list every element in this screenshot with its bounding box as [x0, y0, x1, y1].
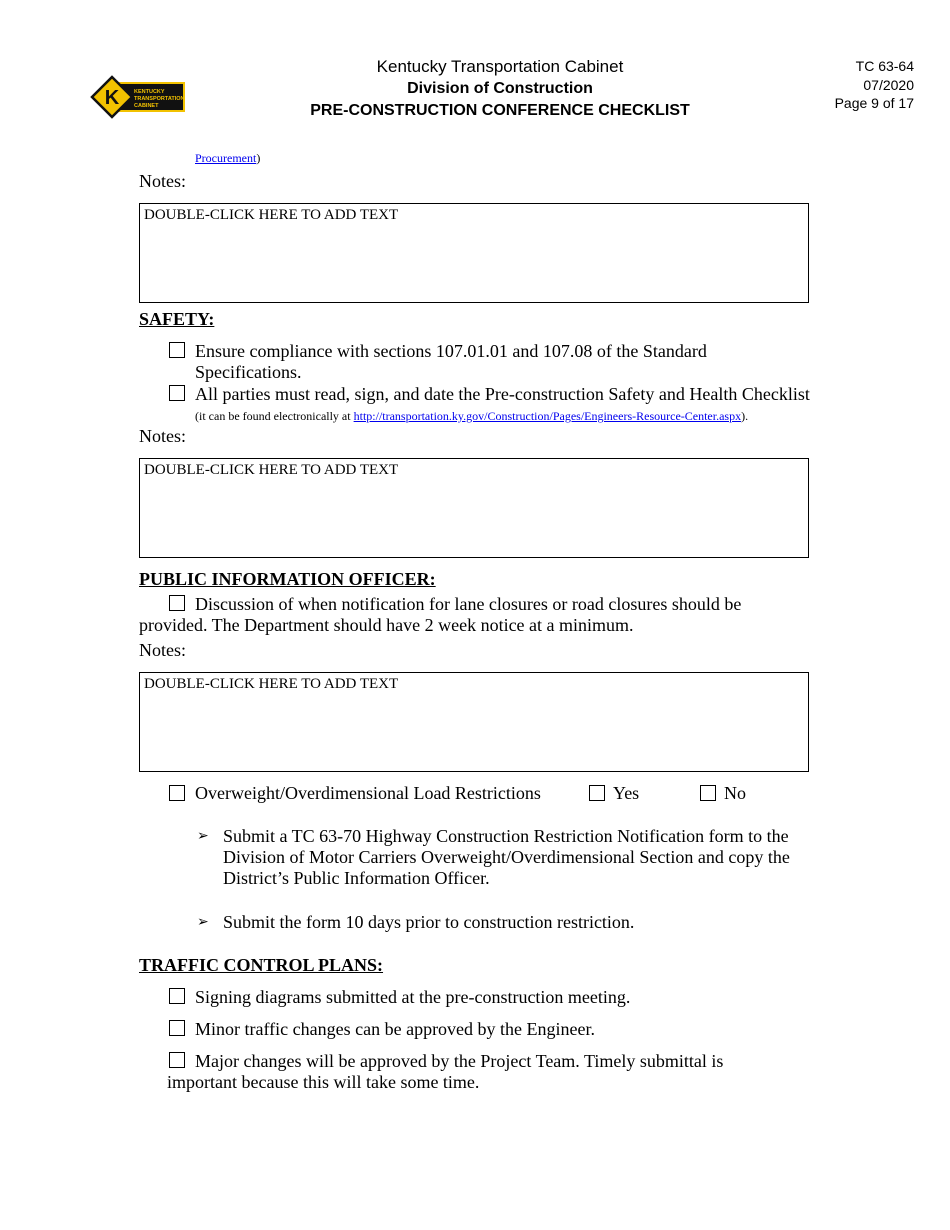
- logo-letter: K: [104, 87, 120, 109]
- tcp-checkbox-2[interactable]: [169, 1020, 185, 1036]
- pio-heading: PUBLIC INFORMATION OFFICER:: [139, 569, 436, 589]
- overweight-no-checkbox[interactable]: [700, 785, 716, 801]
- overweight-bullet-1-line2: Division of Motor Carriers Overweight/Overdimensional Section and copy the: [223, 847, 790, 867]
- pio-checkbox[interactable]: [169, 595, 185, 611]
- carryover-suffix: ): [256, 151, 261, 165]
- overweight-no-label: No: [724, 783, 746, 803]
- page-number: Page 9 of 17: [834, 95, 914, 111]
- header-org: Kentucky Transportation Cabinet: [376, 57, 624, 76]
- overweight-bullet-2: Submit the form 10 days prior to construction restriction.: [223, 912, 635, 932]
- notes-box-1[interactable]: DOUBLE-CLICK HERE TO ADD TEXT: [139, 203, 809, 303]
- safety-item-2-sub: [195, 409, 748, 424]
- form-date: 07/2020: [863, 77, 914, 93]
- tcp-checkbox-1[interactable]: [169, 988, 185, 1004]
- overweight-yes-checkbox[interactable]: [589, 785, 605, 801]
- overweight-label: Overweight/Overdimensional Load Restrictions: [195, 783, 541, 803]
- arrow-bullet-icon: ➢: [197, 914, 209, 930]
- ktc-logo: [90, 75, 186, 121]
- logo-text-1: KENTUCKY: [134, 89, 165, 95]
- tcp-item-3-line1: Major changes will be approved by the Project Team. Timely submittal is: [195, 1051, 724, 1071]
- safety-sub-suffix: ).: [741, 409, 749, 423]
- logo-text-3: CABINET: [134, 103, 159, 109]
- overweight-bullet-1-line3: District’s Public Information Officer.: [223, 868, 490, 888]
- header-division: Division of Construction: [407, 80, 593, 97]
- safety-checkbox-2[interactable]: [169, 385, 185, 401]
- procurement-link[interactable]: Procurement: [195, 151, 257, 165]
- overweight-checkbox[interactable]: [169, 785, 185, 801]
- arrow-bullet-icon: ➢: [197, 828, 209, 844]
- safety-sub-prefix: (it can be found electronically at: [195, 409, 354, 423]
- tcp-checkbox-3[interactable]: [169, 1052, 185, 1068]
- safety-checkbox-1[interactable]: [169, 342, 185, 358]
- safety-item-2: All parties must read, sign, and date the Pre-construction Safety and Health Checklist: [195, 384, 810, 404]
- tcp-heading: TRAFFIC CONTROL PLANS:: [139, 955, 384, 975]
- notes-box-3[interactable]: DOUBLE-CLICK HERE TO ADD TEXT: [139, 672, 809, 772]
- notes-label-3: Notes:: [139, 640, 186, 660]
- pio-item-line1: Discussion of when notification for lane closures or road closures should be: [195, 594, 742, 614]
- tcp-item-2: Minor traffic changes can be approved by the Engineer.: [195, 1019, 596, 1039]
- engineers-resource-center-link[interactable]: http://transportation.ky.gov/Construction/Pages/Engineers-Resource-Center.aspx: [353, 409, 742, 423]
- carryover-line: [195, 151, 260, 166]
- overweight-bullet-1-line1: Submit a TC 63-70 Highway Construction Restriction Notification form to the: [223, 826, 789, 846]
- pio-item-line2: provided. The Department should have 2 week notice at a minimum.: [139, 615, 634, 635]
- form-number: TC 63-64: [855, 58, 914, 74]
- tcp-item-3-line2: important because this will take some time.: [167, 1072, 480, 1092]
- header-doc-title: PRE-CONSTRUCTION CONFERENCE CHECKLIST: [310, 102, 690, 119]
- logo-text-2: TRANSPORTATION: [134, 96, 185, 102]
- notes-box-2[interactable]: DOUBLE-CLICK HERE TO ADD TEXT: [139, 458, 809, 558]
- overweight-yes-label: Yes: [613, 783, 640, 803]
- safety-item-1-line2: Specifications.: [195, 362, 302, 382]
- safety-heading: SAFETY:: [139, 309, 215, 329]
- safety-item-1-line1: Ensure compliance with sections 107.01.01 and 107.08 of the Standard: [195, 341, 707, 361]
- notes-label-2: Notes:: [139, 426, 186, 446]
- notes-label-1: Notes:: [139, 171, 186, 191]
- tcp-item-1: Signing diagrams submitted at the pre-construction meeting.: [195, 987, 631, 1007]
